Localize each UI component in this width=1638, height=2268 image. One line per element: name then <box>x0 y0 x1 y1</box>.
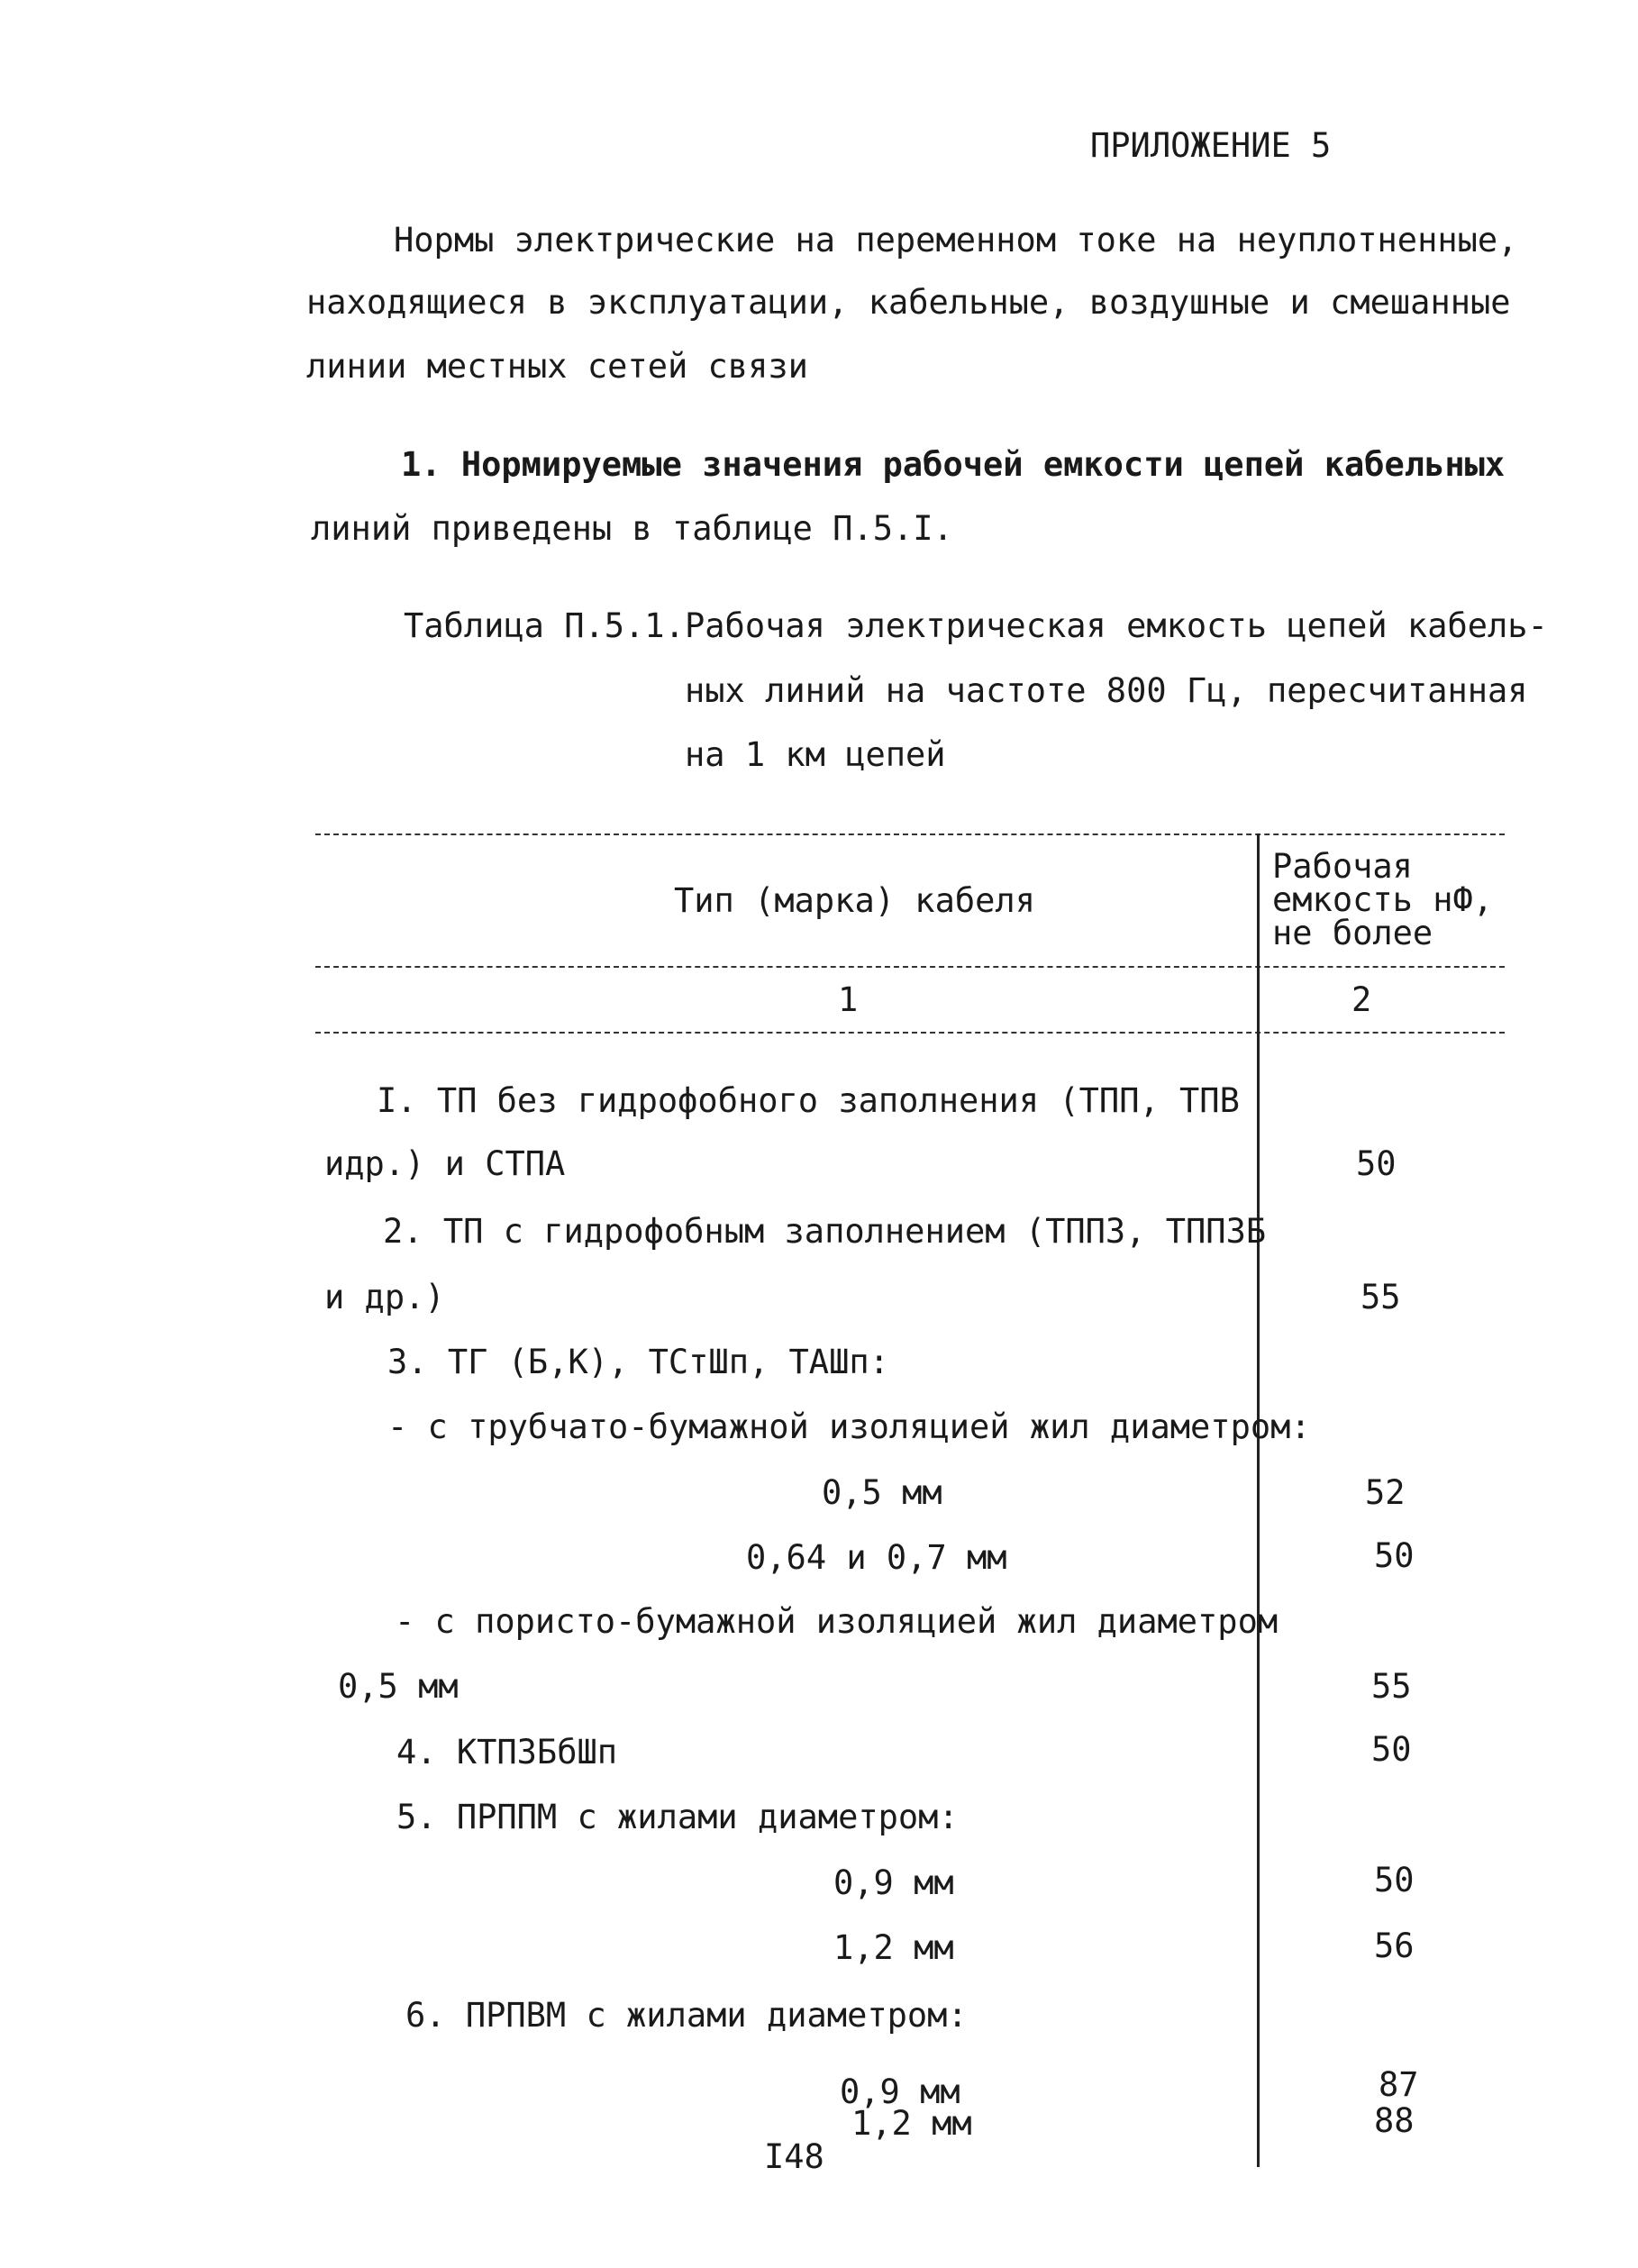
column-2-header-line-3: не более <box>1272 914 1433 952</box>
table-row-value: 55 <box>1360 1278 1401 1316</box>
table-number-rule <box>315 1032 1505 1034</box>
paragraph-1-line-2: линий приведены в таблице П.5.I. <box>311 509 953 548</box>
table-row-value: 56 <box>1374 1926 1415 1965</box>
column-2-header <box>1272 847 1494 952</box>
column-2-header-line-2: емкость нФ, <box>1272 880 1494 919</box>
table-row-value: 55 <box>1371 1667 1412 1706</box>
table-row-value: 50 <box>1356 1144 1397 1183</box>
table-row-text: - с пористо-бумажной изоляцией жил диаметром <box>395 1602 1279 1641</box>
column-1-number: 1 <box>838 980 859 1019</box>
table-top-rule <box>315 833 1505 835</box>
column-2-number: 2 <box>1351 980 1372 1019</box>
table-row-text: 1,2 мм <box>833 1928 954 1967</box>
table-row-text: 0,9 мм <box>840 2072 960 2111</box>
table-row-text: 0,5 мм <box>822 1473 942 1512</box>
table-row-text: 4. КТПЗБбШп <box>396 1733 618 1772</box>
table-row-text: 2. ТП с гидрофобным заполнением (ТППЗ, ТППЗБ <box>383 1212 1267 1251</box>
table-row-text: 0,5 мм <box>338 1667 459 1706</box>
table-caption-line-3: на 1 км цепей <box>685 735 946 774</box>
table-row-value: 88 <box>1374 2101 1415 2140</box>
table-row-text: и др.) <box>324 1278 445 1316</box>
table-row-text: 5. ПРППМ с жилами диаметром: <box>396 1798 959 1836</box>
table-caption-line-2: ных линий на частоте 800 Гц, пересчитанная <box>685 671 1528 710</box>
table-column-divider <box>1257 833 1260 2167</box>
title-line-3: линии местных сетей связи <box>306 347 808 386</box>
table-row-text: I. ТП без гидрофобного заполнения (ТПП, ТПВ <box>377 1081 1240 1120</box>
table-caption-line-1: Рабочая электрическая емкость цепей кабель- <box>685 606 1548 645</box>
table-row-value: 87 <box>1379 2065 1419 2104</box>
table-row-text: 3. ТГ (Б,К), ТСтШп, ТАШп: <box>387 1343 889 1381</box>
title-line-1: Нормы электрические на переменном токе на неуплотненные, <box>394 221 1518 260</box>
table-row-value: 50 <box>1374 1861 1415 1899</box>
table-row-text: 1,2 мм <box>851 2104 972 2143</box>
table-row-value: 50 <box>1371 1730 1412 1769</box>
table-row-text: 0,64 и 0,7 мм <box>746 1538 1007 1577</box>
table-row-text: 6. ПРПВМ с жилами диаметром: <box>405 1996 968 2035</box>
title-line-2: находящиеся в эксплуатации, кабельные, воздушные и смешанные <box>306 283 1511 322</box>
table-caption-label: Таблица П.5.1. <box>404 606 685 645</box>
column-2-header-line-1: Рабочая <box>1272 847 1413 886</box>
table-row-value: 52 <box>1365 1473 1406 1512</box>
paragraph-1-line-1: 1. Нормируемые значения рабочей емкости цепей кабельных <box>401 445 1506 484</box>
table-header-rule <box>315 966 1505 968</box>
table-row-text: 0,9 мм <box>833 1863 954 1902</box>
table-row-text: - с трубчато-бумажной изоляцией жил диаметром: <box>387 1407 1311 1446</box>
page-number: I48 <box>764 2137 824 2176</box>
column-1-header: Тип (марка) кабеля <box>674 881 1035 920</box>
table-row-text: идр.) и СТПА <box>324 1144 566 1183</box>
table-row-value: 50 <box>1374 1536 1415 1575</box>
appendix-label: ПРИЛОЖЕНИЕ 5 <box>1090 126 1332 165</box>
